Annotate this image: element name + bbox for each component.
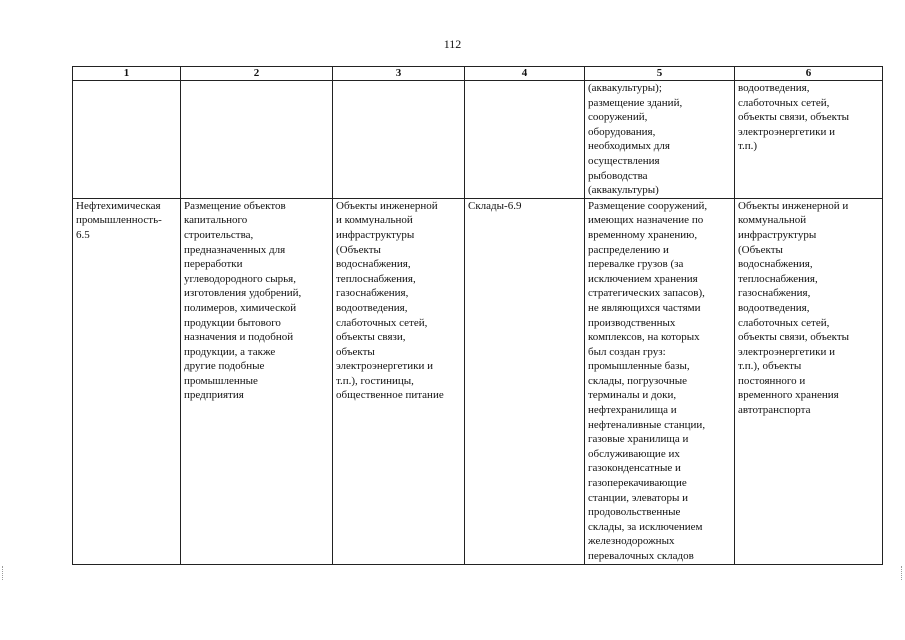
cell-text-line: назначения и подобной — [184, 331, 294, 344]
cell-text-line: водоснабжения, — [738, 258, 813, 271]
cell-text-line: водоотведения, — [336, 301, 408, 314]
cell-text-line: инфраструктуры — [336, 228, 415, 241]
cell-text-line: нефтехранилища и — [588, 404, 677, 417]
cell-text-line: постоянного и — [738, 374, 806, 387]
column-header: 2 — [181, 67, 333, 81]
cell-text-line: терминалы и доки, — [588, 389, 677, 402]
cell-text-line: (аквакультуры) — [588, 184, 659, 197]
cell-text-line: 6.5 — [76, 228, 90, 241]
cell-text-line: объекты связи, объекты — [738, 111, 850, 124]
cell-text-line: углеводородного сырья, — [184, 272, 296, 285]
cell-text-line: объекты связи, объекты — [738, 331, 850, 344]
cell-text-line: (Объекты — [738, 243, 783, 256]
cell-text-line: распределению и — [588, 243, 669, 256]
table-cell — [585, 198, 735, 564]
cell-text-line: водоотведения, — [738, 301, 810, 314]
cell-text-line: и коммунальной — [336, 214, 413, 227]
cell-text-line: станции, элеваторы и — [588, 491, 688, 504]
cell-text-line: Нефтехимическая — [76, 199, 161, 212]
cell-text-line: слаботочных сетей, — [738, 316, 830, 329]
cell-text-line: коммунальной — [738, 214, 807, 227]
cell-text-line: размещение зданий, — [588, 96, 683, 109]
cell-text-line: строительства, — [184, 228, 254, 241]
column-header: 5 — [585, 67, 735, 81]
cell-text-line: комплексов, на которых — [588, 331, 700, 344]
cell-text-line: переработки — [184, 258, 243, 271]
cell-text-line: (Объекты — [336, 243, 381, 256]
cell-text-line: полимеров, химической — [184, 301, 297, 314]
cell-text-line: слаботочных сетей, — [336, 316, 428, 329]
page-number: 112 — [443, 37, 462, 51]
cell-text-line: исключением хранения — [588, 272, 698, 285]
cell-text-line: теплоснабжения, — [738, 272, 818, 285]
cell-text-line: теплоснабжения, — [336, 272, 416, 285]
table-row — [73, 198, 883, 564]
cell-text-line: общественное питание — [336, 389, 444, 402]
cell-text-line: электроэнергетики и — [738, 345, 835, 358]
cell-text-line: объекты связи, — [336, 331, 406, 344]
cell-text-line: т.п.), гостиницы, — [336, 374, 414, 387]
cell-text-line: осуществления — [588, 154, 660, 167]
cell-text-line: газоперекачивающие — [588, 477, 687, 490]
cell-text-line: промышленные — [184, 374, 258, 387]
cell-text-line: необходимых для — [588, 140, 670, 153]
cell-text-line: инфраструктуры — [738, 228, 817, 241]
cell-text-line: временному хранению, — [588, 228, 698, 241]
cell-text-line: газоснабжения, — [738, 287, 811, 300]
cell-text-line: электроэнергетики и — [738, 125, 835, 138]
table-cell — [465, 198, 585, 564]
cell-text-line: стратегических запасов), — [588, 287, 705, 300]
cell-text-line: газовые хранилища и — [588, 433, 689, 446]
cell-text-line: Размещение объектов — [184, 199, 286, 212]
cell-text-line: водоснабжения, — [336, 258, 411, 271]
cell-text-line: водоотведения, — [738, 82, 810, 94]
table-cell — [333, 198, 465, 564]
column-header: 4 — [465, 67, 585, 81]
table-cell — [73, 198, 181, 564]
cell-text-line: газоснабжения, — [336, 287, 409, 300]
table-cell — [735, 81, 883, 199]
table-cell — [465, 81, 585, 199]
cell-text-line: продукции, а также — [184, 345, 276, 358]
cell-text-line: т.п.), объекты — [738, 360, 802, 373]
cell-text-line: предприятия — [184, 389, 244, 402]
table-cell — [735, 198, 883, 564]
cell-text-line: сооружений, — [588, 111, 648, 124]
table-cell — [585, 81, 735, 199]
cell-text-line: т.п.) — [738, 140, 758, 153]
table-cell — [333, 81, 465, 199]
cell-text-line: обслуживающие их — [588, 447, 680, 460]
cell-text-line: промышленность- — [76, 214, 162, 227]
cell-text-line: (аквакультуры); — [588, 82, 662, 94]
land-use-table — [72, 66, 883, 565]
cell-text-line: перевалочных складов — [588, 550, 694, 562]
cell-text-line: Объекты инженерной — [336, 199, 438, 212]
cell-text-line: продовольственные — [588, 506, 681, 519]
cell-text-line: капитального — [184, 214, 248, 227]
cell-text-line: слаботочных сетей, — [738, 96, 830, 109]
cell-text-line: железнодорожных — [588, 535, 675, 548]
cell-text-line: Склады-6.9 — [468, 199, 522, 212]
table-cell — [73, 81, 181, 199]
cell-text-line: другие подобные — [184, 360, 265, 373]
cell-text-line: предназначенных для — [184, 243, 286, 256]
cell-text-line: Размещение сооружений, — [588, 199, 708, 212]
cell-text-line: электроэнергетики и — [336, 360, 433, 373]
cell-text-line: изготовления удобрений, — [184, 287, 302, 300]
cell-text-line: газоконденсатные и — [588, 462, 681, 475]
cell-text-line: объекты — [336, 345, 375, 358]
column-header: 1 — [73, 67, 181, 81]
cell-text-line: рыбоводства — [588, 169, 648, 182]
header-row — [73, 67, 883, 81]
cell-text-line: не являющихся частями — [588, 301, 701, 314]
cell-text-line: был создан груз: — [588, 345, 666, 358]
cell-text-line: Объекты инженерной и — [738, 199, 849, 212]
table-cell — [181, 198, 333, 564]
cell-text-line: склады, за исключением — [588, 520, 703, 533]
table-row — [73, 81, 883, 199]
left-edge-mark — [2, 566, 4, 580]
cell-text-line: оборудования, — [588, 125, 656, 138]
cell-text-line: перевалке грузов (за — [588, 258, 684, 271]
column-header: 6 — [735, 67, 883, 81]
cell-text-line: продукции бытового — [184, 316, 281, 329]
cell-text-line: склады, погрузочные — [588, 374, 688, 387]
table-cell — [181, 81, 333, 199]
column-header: 3 — [333, 67, 465, 81]
cell-text-line: нефтеналивные станции, — [588, 418, 706, 431]
cell-text-line: производственных — [588, 316, 676, 329]
right-edge-mark — [901, 566, 903, 580]
cell-text-line: имеющих назначение по — [588, 214, 704, 227]
cell-text-line: временного хранения — [738, 389, 839, 402]
cell-text-line: автотранспорта — [738, 404, 811, 417]
cell-text-line: промышленные базы, — [588, 360, 690, 373]
